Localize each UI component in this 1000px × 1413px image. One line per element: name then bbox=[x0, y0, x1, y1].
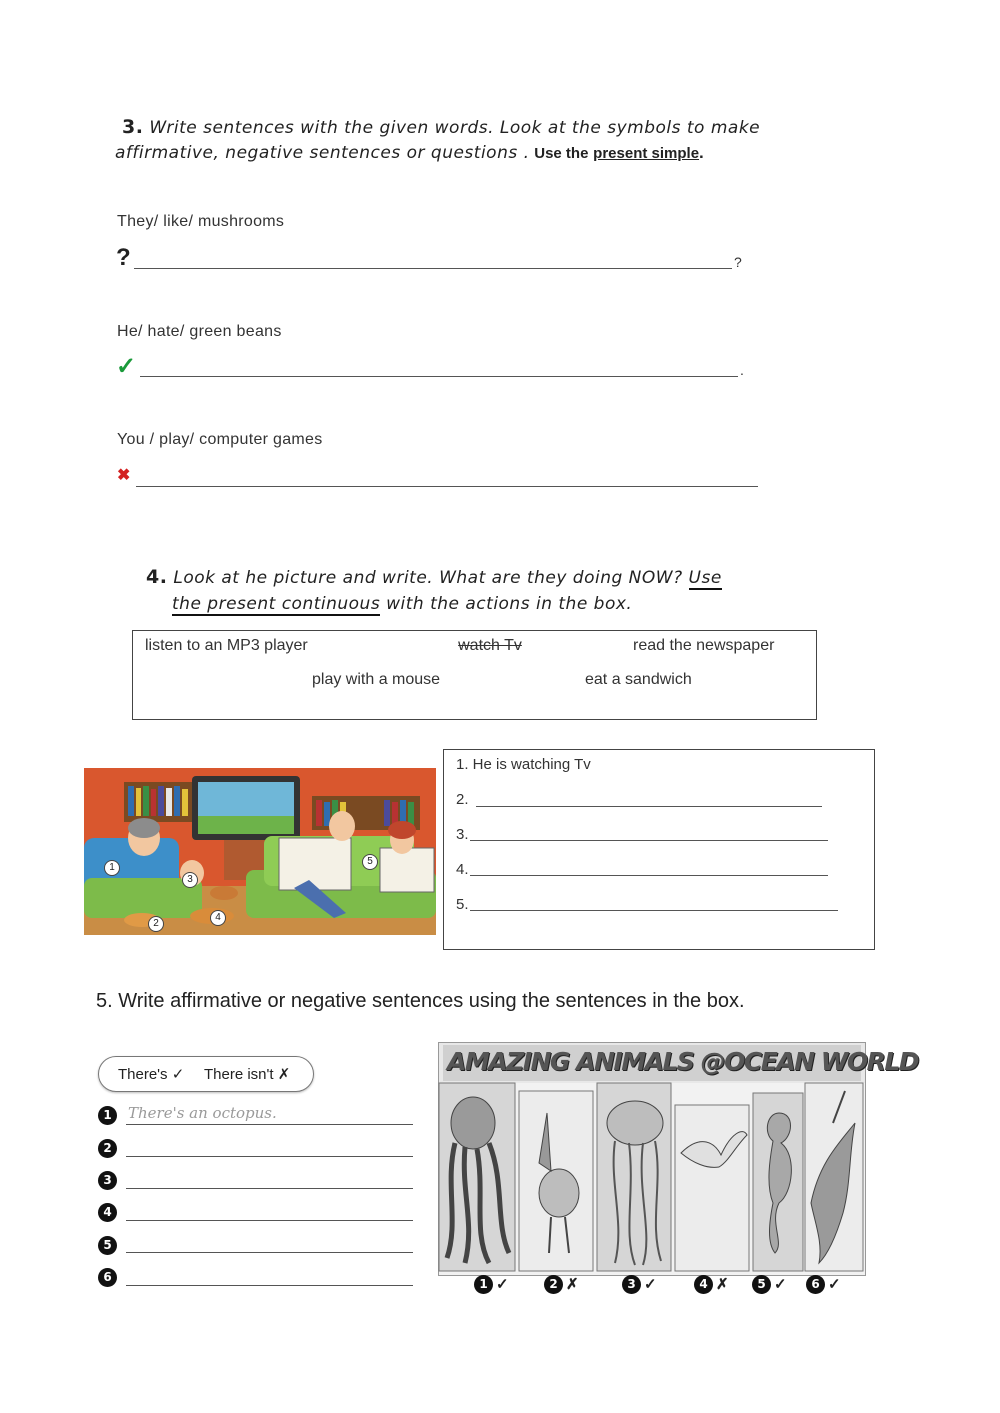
poster-mark-number-6: 6 bbox=[806, 1275, 825, 1294]
question-mark-icon: ? bbox=[116, 244, 131, 271]
picture-label-1: 1 bbox=[104, 860, 120, 876]
poster-mark-number-5: 5 bbox=[752, 1275, 771, 1294]
task4-answer-line-5[interactable] bbox=[470, 910, 838, 911]
task3-tense: present simple bbox=[593, 145, 700, 162]
ocean-animals-illustration bbox=[439, 1083, 865, 1275]
ocean-poster bbox=[438, 1042, 919, 1276]
poster-mark-3: ✓ bbox=[644, 1276, 657, 1293]
task4-answer-line-3[interactable] bbox=[470, 840, 828, 841]
poster-mark-number-1: 1 bbox=[474, 1275, 493, 1294]
action-2: watch Tv bbox=[458, 637, 522, 654]
task3-instruction-2 bbox=[115, 140, 895, 167]
task4-tense: the present continuous bbox=[172, 594, 381, 614]
living-room-picture bbox=[84, 768, 436, 935]
task5-instruction: 5. Write affirmative or negative sentences using the sentences in the box. bbox=[96, 990, 745, 1012]
task5-number-2: 2 bbox=[98, 1139, 117, 1158]
task5-example: There's an octopus. bbox=[128, 1104, 277, 1122]
poster-mark-1: ✓ bbox=[496, 1276, 509, 1293]
task3-number: 3. bbox=[122, 116, 144, 138]
task5-number-3: 3 bbox=[98, 1171, 117, 1190]
task3-end-2: . bbox=[740, 362, 744, 378]
task4-answer-box bbox=[443, 749, 875, 950]
check-icon: ✓ bbox=[116, 353, 137, 380]
task5-number-4: 4 bbox=[98, 1203, 117, 1222]
task4-answer-5-label: 5. bbox=[456, 896, 469, 913]
task5-key-negative: There isn't ✗ bbox=[204, 1066, 291, 1083]
task3-use-the: Use the bbox=[534, 145, 589, 162]
task5-answer-line-3[interactable] bbox=[126, 1188, 413, 1189]
task5-number-1: 1 bbox=[98, 1106, 117, 1125]
action-4: play with a mouse bbox=[312, 671, 441, 688]
task5-answer-line-5[interactable] bbox=[126, 1252, 413, 1253]
cross-icon: ✖ bbox=[117, 467, 131, 484]
living-room-illustration bbox=[84, 768, 436, 935]
poster-mark-number-2: 2 bbox=[544, 1275, 563, 1294]
task3-end-1: ? bbox=[734, 254, 742, 270]
task4-answer-3-label: 3. bbox=[456, 826, 469, 843]
task4-instruction-2 bbox=[172, 591, 872, 617]
task4-answer-line-4[interactable] bbox=[470, 875, 828, 876]
picture-label-5: 5 bbox=[362, 854, 378, 870]
task3-answer-line-3[interactable] bbox=[136, 486, 758, 487]
task5-answer-line-6[interactable] bbox=[126, 1285, 413, 1286]
task3-prompt-2: He/ hate/ green beans bbox=[117, 323, 282, 340]
task5-answer-line-1[interactable] bbox=[126, 1124, 413, 1125]
picture-label-3: 3 bbox=[182, 872, 198, 888]
task4-instruction-line1: Look at he picture and write. What are they doing NOW? bbox=[173, 568, 683, 588]
task3-instruction-line1: Write sentences with the given words. Look at the symbols to make bbox=[149, 118, 761, 138]
action-5: eat a sandwich bbox=[585, 671, 692, 688]
task5-answer-line-4[interactable] bbox=[126, 1220, 413, 1221]
poster-title: AMAZING ANIMALS @OCEAN WORLD bbox=[447, 1047, 919, 1076]
task5-number-6: 6 bbox=[98, 1268, 117, 1287]
poster-mark-6: ✓ bbox=[828, 1276, 841, 1293]
poster-mark-4: ✗ bbox=[716, 1276, 729, 1293]
poster-mark-number-3: 3 bbox=[622, 1275, 641, 1294]
task5-answer-line-2[interactable] bbox=[126, 1156, 413, 1157]
task3-period: . bbox=[699, 143, 704, 162]
task5-number-5: 5 bbox=[98, 1236, 117, 1255]
poster-mark-number-4: 4 bbox=[694, 1275, 713, 1294]
task4-instruction bbox=[146, 564, 846, 591]
poster-mark-5: ✓ bbox=[774, 1276, 787, 1293]
action-3: read the newspaper bbox=[633, 637, 775, 654]
task3-answer-line-1[interactable] bbox=[134, 268, 732, 269]
picture-label-2: 2 bbox=[148, 916, 164, 932]
task4-number: 4. bbox=[146, 566, 168, 588]
task3-prompt-3: You / play/ computer games bbox=[117, 431, 323, 448]
task3-instruction bbox=[122, 114, 882, 141]
task5-key-affirmative: There's ✓ bbox=[118, 1066, 185, 1083]
task3-instruction-line2: affirmative, negative sentences or questions . bbox=[115, 143, 530, 163]
task4-instruction-line2: with the actions in the box. bbox=[386, 594, 633, 614]
task4-answer-1: 1. He is watching Tv bbox=[456, 756, 591, 773]
task4-answer-line-2[interactable] bbox=[476, 806, 822, 807]
picture-label-4: 4 bbox=[210, 910, 226, 926]
task3-answer-line-2[interactable] bbox=[140, 376, 738, 377]
task4-answer-4-label: 4. bbox=[456, 861, 469, 878]
action-1: listen to an MP3 player bbox=[145, 637, 308, 654]
task3-prompt-1: They/ like/ mushrooms bbox=[117, 213, 285, 230]
task4-use: Use bbox=[688, 568, 722, 588]
task4-answer-2-label: 2. bbox=[456, 791, 469, 808]
poster-mark-2: ✗ bbox=[566, 1276, 579, 1293]
